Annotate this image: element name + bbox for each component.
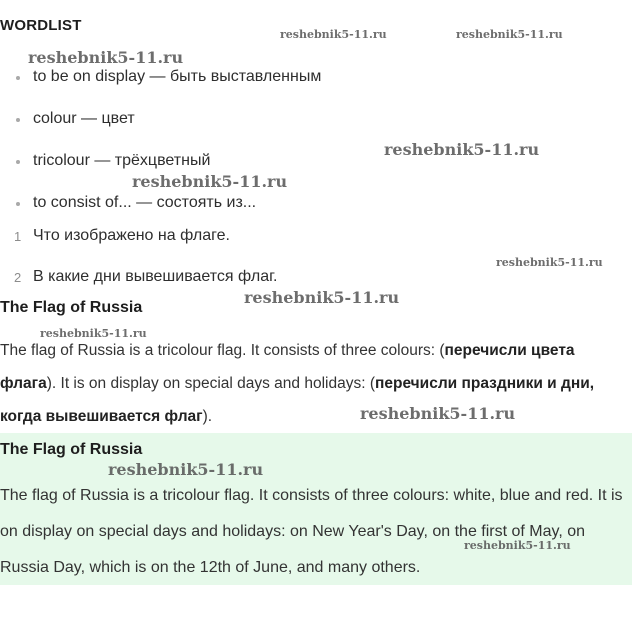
question-text: В какие дни вывешивается флаг. [33, 268, 278, 285]
wordlist-entry: to be on display — быть выставленным [33, 68, 322, 85]
question-number: 2 [14, 270, 22, 285]
watermark: reshebnik5-11.ru [280, 28, 387, 41]
bullet-dot-icon [16, 202, 20, 206]
task-text: The flag of Russia is a tricolour flag. It consists of three colours: ( [0, 342, 445, 359]
answer-title: The Flag of Russia [0, 441, 143, 458]
watermark: reshebnik5-11.ru [244, 288, 400, 307]
watermark: reshebnik5-11.ru [496, 256, 603, 269]
task-instruction: перечисли праздники и дни, когда вывешивается флаг [0, 375, 595, 425]
wordlist-entry: colour — цвет [33, 110, 135, 127]
task-text: ). [202, 408, 213, 425]
task-paragraph [0, 334, 632, 433]
watermark: reshebnik5-11.ru [40, 327, 147, 340]
wordlist-title: WORDLIST [0, 17, 82, 34]
task-text: ). It is on display on special days and holidays: ( [46, 375, 375, 392]
question-number: 1 [14, 229, 22, 244]
watermark: reshebnik5-11.ru [360, 404, 516, 423]
watermark: reshebnik5-11.ru [456, 28, 563, 41]
bullet-dot-icon [16, 76, 20, 80]
answer-paragraph: The flag of Russia is a tricolour flag. It consists of three colours: white, blue and red. It is on display on special days and holidays: on New Year's Day, on the first of May, on Russia Day, which is on the 12th of June, and many others. [0, 487, 623, 576]
watermark: reshebnik5-11.ru [28, 48, 184, 67]
wordlist-entry: to consist of... — состоять из... [33, 194, 257, 211]
wordlist-entry: tricolour — трёхцветный [33, 152, 211, 169]
task-instruction: перечисли цвета флага [0, 342, 575, 392]
bullet-dot-icon [16, 118, 20, 122]
question-text: Что изображено на флаге. [33, 227, 230, 244]
watermark: reshebnik5-11.ru [108, 460, 264, 479]
watermark: reshebnik5-11.ru [464, 539, 571, 552]
watermark: reshebnik5-11.ru [132, 172, 288, 191]
task-title: The Flag of Russia [0, 299, 143, 316]
bullet-dot-icon [16, 160, 20, 164]
watermark: reshebnik5-11.ru [384, 140, 540, 159]
